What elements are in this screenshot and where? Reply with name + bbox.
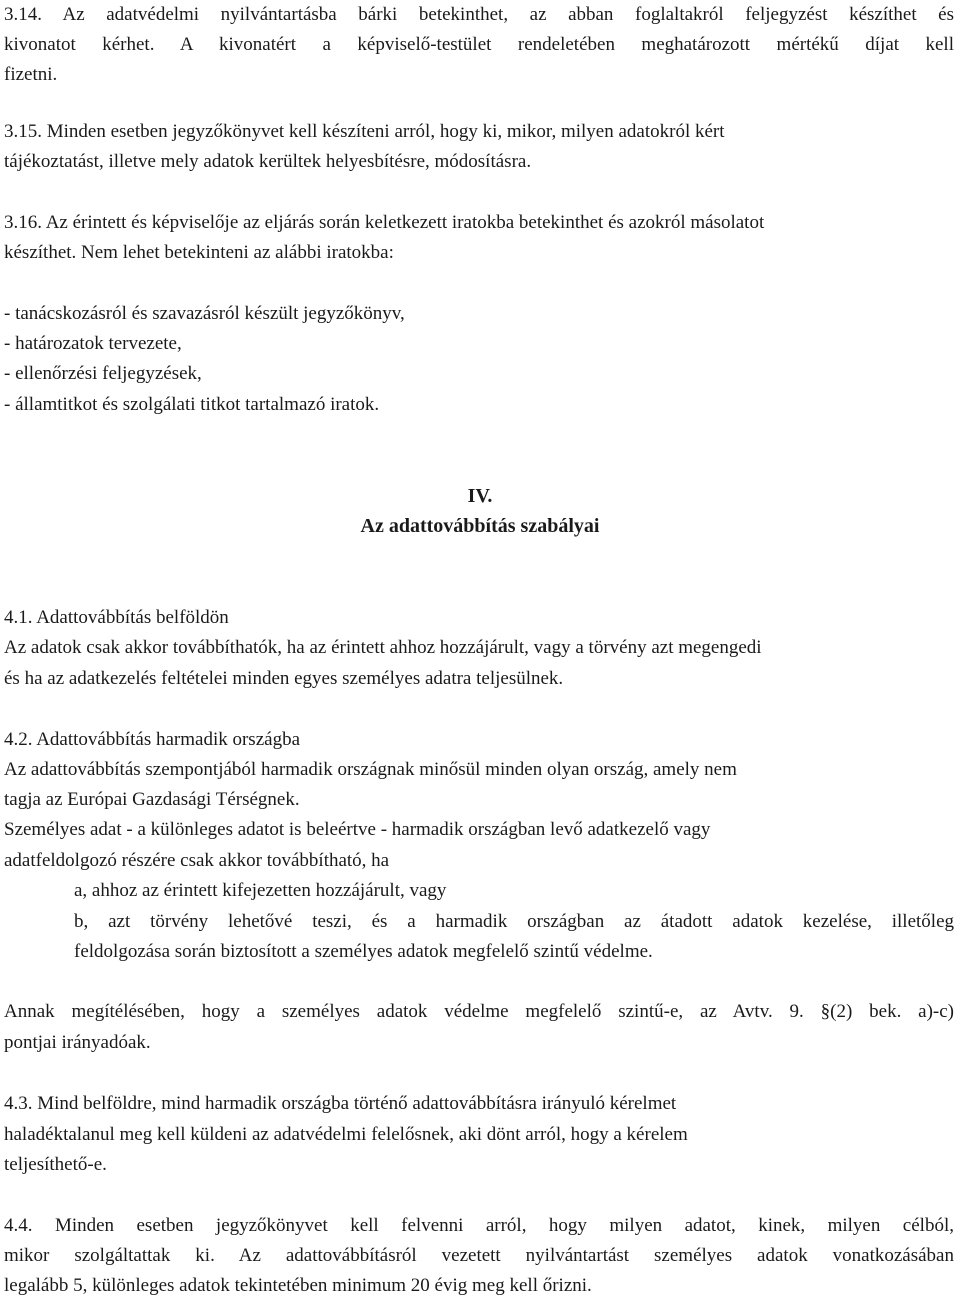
section-4-4-line-1: 4.4. Minden esetben jegyzőkönyvet kell felvenni arról, hogy milyen adatot, kinek, milyen célból, bbox=[4, 1215, 954, 1236]
condition-b-line-1: b, azt törvény lehetővé teszi, és a harmadik országban az átadott adatok kezelése, illetőleg bbox=[74, 911, 954, 932]
section-3-14-line-3: fizetni. bbox=[4, 64, 58, 85]
section-4-1-line-1: Az adatok csak akkor továbbíthatók, ha az érintett ahhoz hozzájárult, vagy a törvény azt megengedi bbox=[4, 637, 762, 658]
section-4-2-line-4: adatfeldolgozó részére csak akkor továbbítható, ha bbox=[4, 850, 390, 871]
list-item: - határozatok tervezete, bbox=[4, 333, 182, 354]
section-4-2-heading: 4.2. Adattovábbítás harmadik országba bbox=[4, 729, 301, 750]
section-4-2-line-3: Személyes adat - a különleges adatot is beleértve - harmadik országban levő adatkezelő vagy bbox=[4, 819, 711, 840]
section-4-2-line-1: Az adattovábbítás szempontjából harmadik országnak minősül minden olyan ország, amely nem bbox=[4, 759, 737, 780]
condition-b-line-2: feldolgozása során biztosított a személyes adatok megfelelő szintű védelme. bbox=[74, 941, 653, 962]
section-4-1-line-2: és ha az adatkezelés feltételei minden egyes személyes adatra teljesülnek. bbox=[4, 668, 564, 689]
chapter-title: Az adattovábbítás szabályai bbox=[360, 515, 600, 537]
section-4-4-line-2: mikor szolgáltattak ki. Az adattovábbításról vezetett nyilvántartást személyes adatok vonatkozásában bbox=[4, 1245, 954, 1266]
section-4-1-heading: 4.1. Adattovábbítás belföldön bbox=[4, 607, 229, 628]
chapter-number: IV. bbox=[467, 485, 493, 507]
section-3-15-line-1: 3.15. Minden esetben jegyzőkönyvet kell készíteni arról, hogy ki, mikor, milyen adatokról kért bbox=[4, 121, 725, 142]
section-4-4-line-3: legalább 5, különleges adatok tekintetében minimum 20 évig meg kell őrizni. bbox=[4, 1275, 592, 1296]
section-4-3-line-2: haladéktalanul meg kell küldeni az adatvédelmi felelősnek, aki dönt arról, hogy a kérelem bbox=[4, 1124, 688, 1145]
section-3-16-line-1: 3.16. Az érintett és képviselője az eljárás során keletkezett iratokba betekinthet és azokról másolatot bbox=[4, 212, 765, 233]
section-3-14-line-2: kivonatot kérhet. A kivonatért a képviselő-testület rendeletében meghatározott mértékű díjat kell bbox=[4, 34, 954, 55]
list-item: - államtitkot és szolgálati titkot tartalmazó iratok. bbox=[4, 394, 380, 415]
section-4-2-line-2: tagja az Európai Gazdasági Térségnek. bbox=[4, 789, 300, 810]
section-3-14-line-1: 3.14. Az adatvédelmi nyilvántartásba bárki betekinthet, az abban foglaltakról feljegyzést készíthet és bbox=[4, 4, 954, 25]
section-3-16-line-2: készíthet. Nem lehet betekinteni az alábbi iratokba: bbox=[4, 242, 394, 263]
condition-a: a, ahhoz az érintett kifejezetten hozzájárult, vagy bbox=[74, 880, 447, 901]
assessment-line-1: Annak megítélésében, hogy a személyes adatok védelme megfelelő szintű-e, az Avtv. 9. §(2) bek. a)-c) bbox=[4, 1001, 954, 1022]
list-item: - tanácskozásról és szavazásról készült jegyzőkönyv, bbox=[4, 303, 405, 324]
assessment-line-2: pontjai irányadóak. bbox=[4, 1032, 151, 1053]
section-3-15-line-2: tájékoztatást, illetve mely adatok kerültek helyesbítésre, módosításra. bbox=[4, 151, 532, 172]
section-4-3-line-1: 4.3. Mind belföldre, mind harmadik országba történő adattovábbításra irányuló kérelmet bbox=[4, 1093, 677, 1114]
list-item: - ellenőrzési feljegyzések, bbox=[4, 363, 202, 384]
section-4-3-line-3: teljesíthető-e. bbox=[4, 1154, 107, 1175]
